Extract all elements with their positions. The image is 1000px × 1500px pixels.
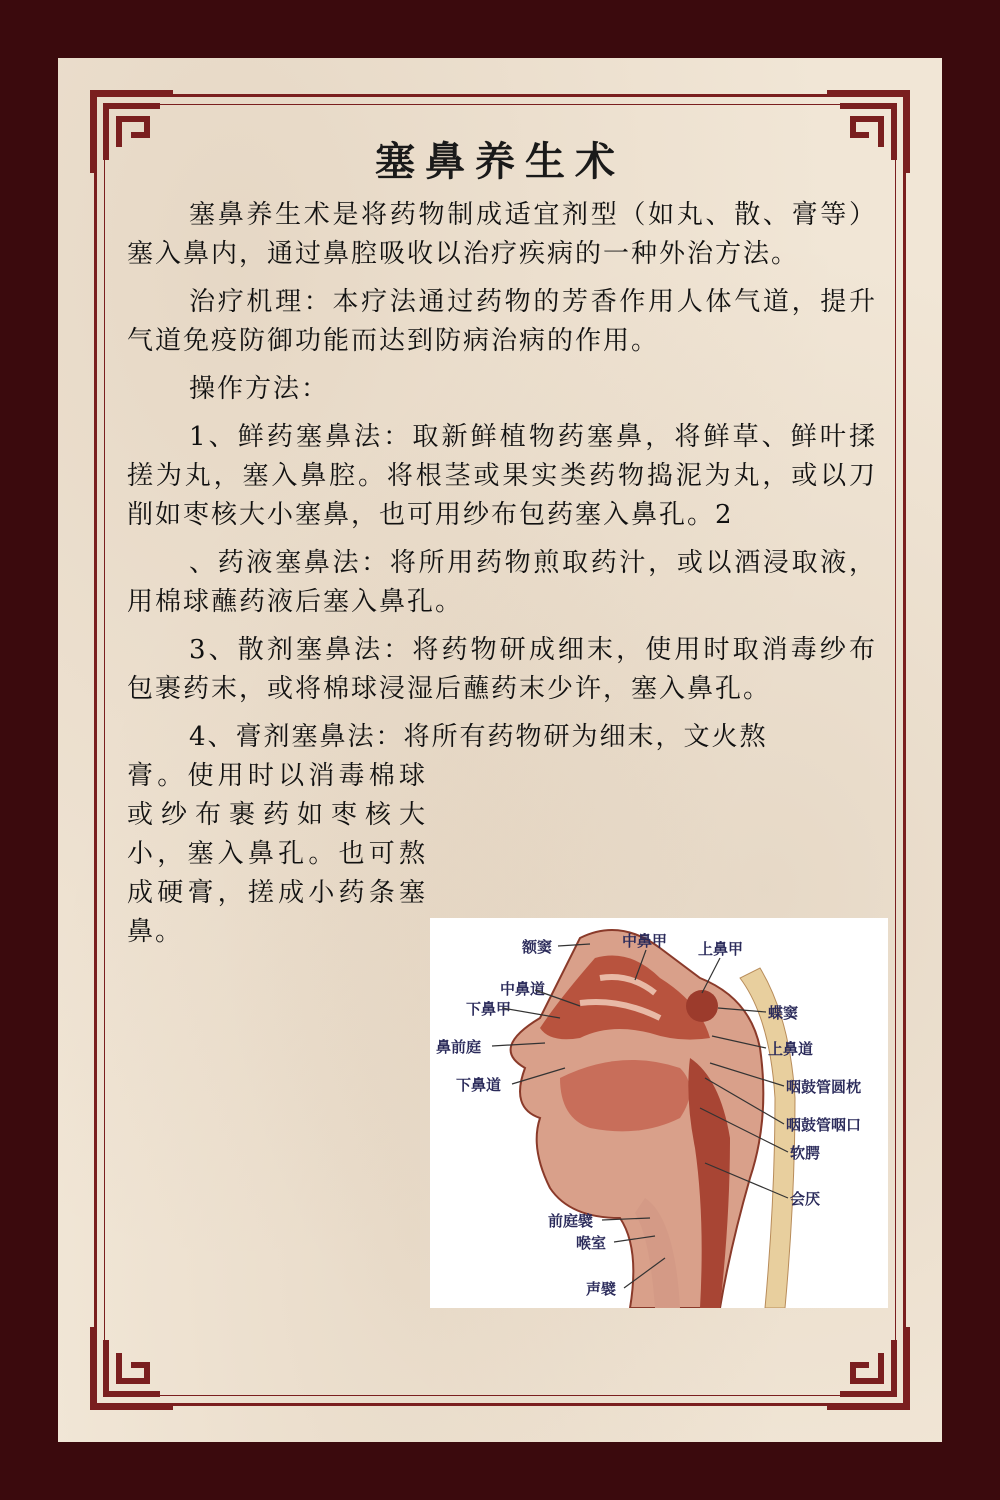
corner-ornament-bottom-left: [90, 1324, 176, 1410]
anatomy-illustration: [511, 930, 795, 1308]
intro-paragraph: 塞鼻养生术是将药物制成适宜剂型（如丸、散、膏等）塞入鼻内，通过鼻腔吸收以治疗疾病的一种外治方法。: [127, 200, 877, 269]
label-sphenoid-sinus: 蝶窦: [768, 1004, 799, 1022]
label-middle-meatus: 中鼻道: [500, 980, 546, 998]
label-superior-turbinate: 上鼻甲: [698, 940, 744, 958]
label-superior-meatus: 上鼻道: [768, 1040, 814, 1058]
label-inferior-meatus: 下鼻道: [456, 1076, 502, 1094]
label-vocal-fold: 声襞: [586, 1280, 617, 1298]
label-inferior-turbinate: 下鼻甲: [466, 1000, 512, 1018]
label-torus-tubarius: 咽鼓管圆枕: [786, 1078, 862, 1096]
article-body: [127, 196, 877, 952]
label-pharyngeal-opening: 咽鼓管咽口: [786, 1116, 862, 1134]
page-title: 塞鼻养生术: [375, 139, 625, 185]
label-frontal-sinus: 额窦: [522, 938, 553, 956]
method-1-paragraph: 1、鲜药塞鼻法：取新鲜植物药塞鼻，将鲜草、鲜叶揉搓为丸，塞入鼻腔。将根茎或果实类药物捣泥为丸，或以刀削如枣核大小塞鼻，也可用纱布包药塞入鼻孔。2: [127, 422, 877, 530]
corner-ornament-bottom-right: [824, 1324, 910, 1410]
mechanism-paragraph: 治疗机理：本疗法通过药物的芳香作用人体气道，提升气道免疫防御功能而达到防病治病的作用。: [127, 287, 877, 356]
label-epiglottis: 会厌: [790, 1190, 821, 1208]
nasal-anatomy-figure: [430, 918, 888, 1308]
label-larynx-ventricle: 喉室: [576, 1234, 607, 1252]
label-nasal-vestibule: 鼻前庭: [436, 1038, 482, 1056]
method-heading: 操作方法：: [189, 374, 330, 404]
method-4-rest: 膏。使用时以消毒棉球或纱布裹药如枣核大小，塞入鼻孔。也可熬成硬膏，搓成小药条塞鼻。: [127, 761, 427, 947]
method-4-first-line: 4、膏剂塞鼻法：将所有药物研为细末，文火熬: [189, 722, 768, 752]
label-middle-turbinate: 中鼻甲: [622, 932, 668, 950]
label-soft-palate: 软腭: [790, 1144, 821, 1162]
method-3-paragraph: 3、散剂塞鼻法：将药物研成细末，使用时取消毒纱布包裹药末，或将棉球浸湿后蘸药末少许，塞入鼻孔。: [127, 635, 877, 704]
method-2-paragraph: 、药液塞鼻法：将所用药物煎取药汁，或以酒浸取液，用棉球蘸药液后塞入鼻孔。: [127, 548, 877, 617]
label-vestibular-fold: 前庭襞: [548, 1212, 594, 1230]
